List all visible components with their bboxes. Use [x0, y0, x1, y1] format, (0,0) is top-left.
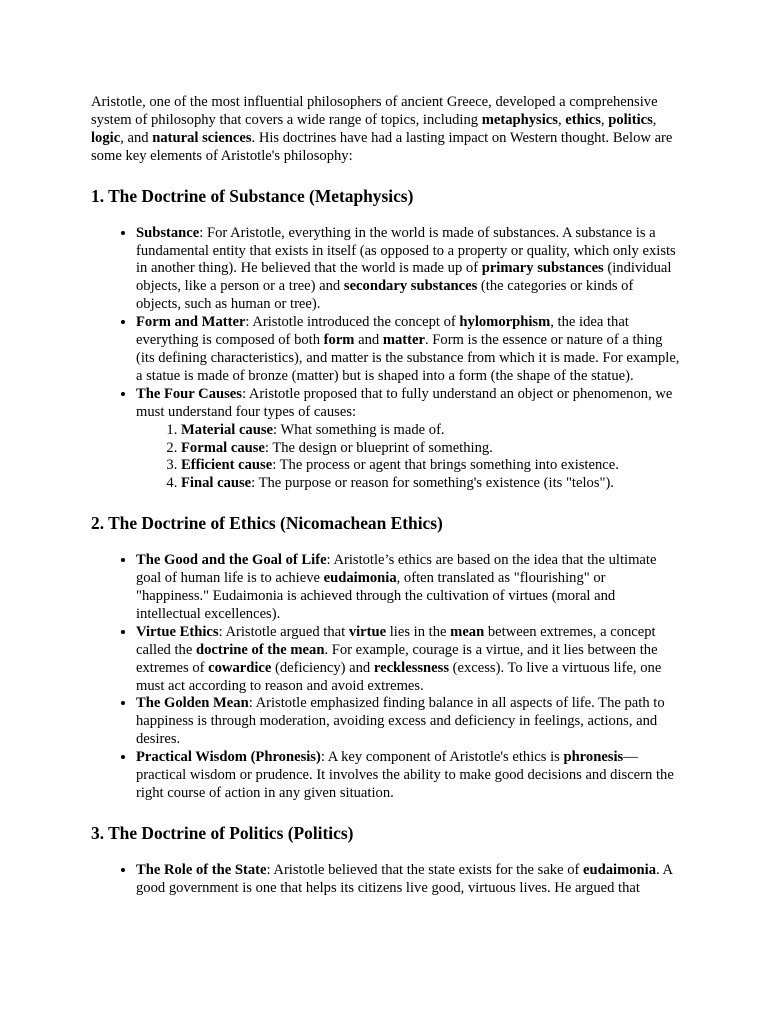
- list-item-substance: • Substance: For Aristotle, everything in the world is made of substances. A substance is a fundamental entity that exists in itself (as opposed to a property or quality, which only exists in another thing). He believed that the world is made up of primary substances (individual objects, like a person or a tree) and secondary substances (the categories or kinds of objects, such as human or tree).: [136, 225, 681, 315]
- cause-item: 3. Efficient cause: The process or agent that brings something into existence.: [181, 457, 681, 475]
- intro-paragraph: Aristotle, one of the most influential philosophers of ancient Greece, developed a comprehensive system of philosophy that covers a wide range of topics, including metaphysics, ethics, politics, logic, and natural sciences. His doctrines have had a lasting impact on Western thought. Below are some key elements of Aristotle's philosophy:: [91, 94, 673, 164]
- section-heading-politics: 3. The Doctrine of Politics (Politics): [91, 822, 354, 843]
- intro-text: Aristotle, one of the most influential philosophers of ancient Greece, developed a comprehensive system of philosophy that covers a wide range of topics, including: [91, 94, 658, 128]
- list-item-virtue-ethics: • Virtue Ethics: Aristotle argued that virtue lies in the mean between extremes, a concept called the doctrine of the mean. For example, courage is a virtue, and it lies between the extremes of cowardice (deficiency) and recklessness (excess). To live a virtuous life, one must act according to reason and avoid extremes.: [136, 624, 681, 696]
- keyword-metaphysics: metaphysics: [481, 111, 558, 128]
- list-item-phronesis: • Practical Wisdom (Phronesis): A key component of Aristotle's ethics is phronesis—practical wisdom or prudence. It involves the ability to make good decisions and discern the right course of action in any given situation.: [136, 749, 681, 803]
- list-item-golden-mean: • The Golden Mean: Aristotle emphasized finding balance in all aspects of life. The path to happiness is through moderation, avoiding excess and deficiency in feelings, actions, and desires.: [136, 695, 681, 749]
- list-item-role-of-state: • The Role of the State: Aristotle believed that the state exists for the sake of eudaimonia. A good government is one that helps its citizens live good, virtuous lives. He argued that: [136, 862, 681, 898]
- list-item-good-life: • The Good and the Goal of Life: Aristotle’s ethics are based on the idea that the ultimate goal of human life is to achieve eudaimonia, often translated as "flourishing" or "happiness." Eudaimonia is achieved through the cultivation of virtues (moral and intellectual excellences).: [136, 552, 681, 624]
- list-item-four-causes: • The Four Causes: Aristotle proposed that to fully understand an object or phenomenon, we must understand four types of causes: 1. Material cause: What something is made of. 2. Formal cause: The design or blueprint of something. 3. Efficient cause: The process or agent that brings something into existence. 4. Final cause: The purpose or reason for something's existence (its "telos").: [136, 386, 681, 493]
- cause-item: 2. Formal cause: The design or blueprint of something.: [181, 440, 681, 458]
- section-heading-substance: 1. The Doctrine of Substance (Metaphysics): [91, 185, 414, 206]
- keyword-natural-sciences: natural sciences: [152, 129, 252, 146]
- politics-list: [91, 862, 681, 898]
- section-heading-ethics: 2. The Doctrine of Ethics (Nicomachean Ethics): [91, 513, 443, 534]
- cause-item: 4. Final cause: The purpose or reason for something's existence (its "telos").: [181, 475, 681, 493]
- document-page: [91, 94, 681, 898]
- list-item-form-matter: • Form and Matter: Aristotle introduced the concept of hylomorphism, the idea that everything is composed of both form and matter. Form is the essence or nature of a thing (its defining characteristics), and matter is the substance from which it is made. For example, a statue is made of bronze (matter) but is shaped into a form (the shape of the statue).: [136, 314, 681, 386]
- keyword-politics: politics: [608, 111, 653, 128]
- ethics-list: [91, 552, 681, 803]
- cause-item: 1. Material cause: What something is made of.: [181, 422, 681, 440]
- keyword-logic: logic: [91, 129, 121, 146]
- causes-list: [136, 422, 681, 494]
- keyword-ethics: ethics: [565, 111, 601, 128]
- substance-list: [91, 225, 681, 494]
